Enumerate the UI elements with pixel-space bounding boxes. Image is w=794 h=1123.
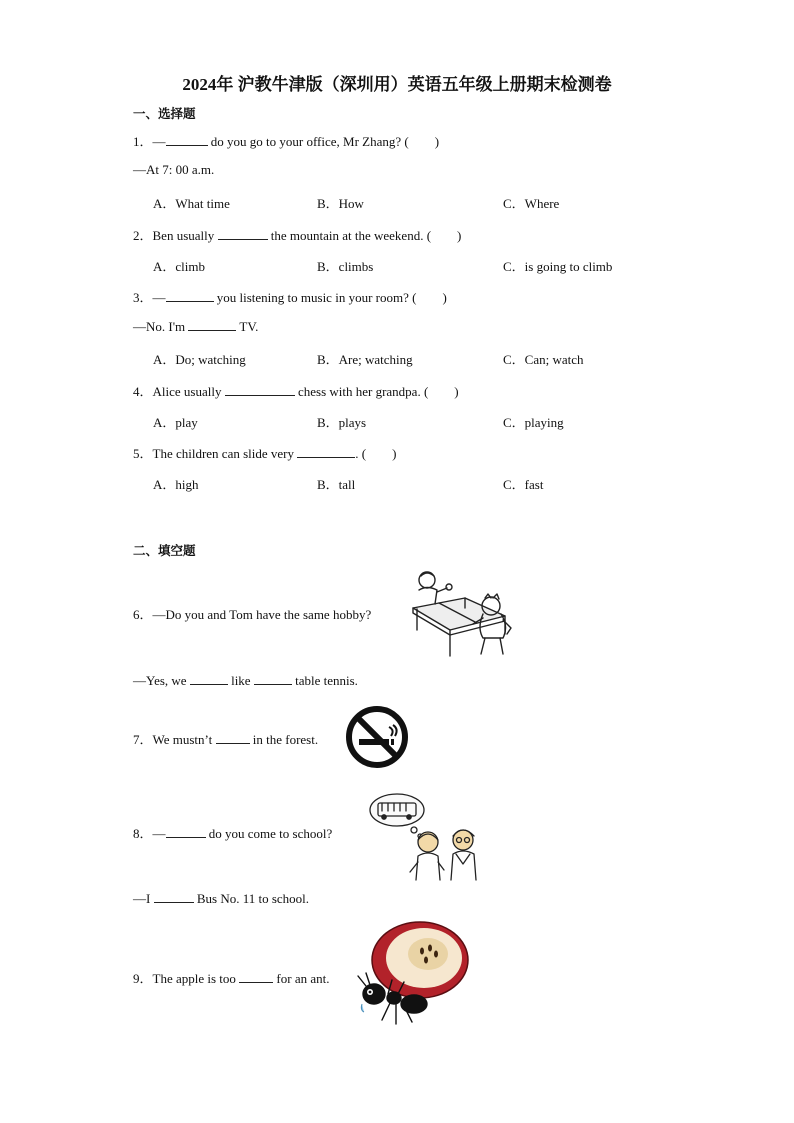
question-6-answer-c: table tennis.	[291, 673, 358, 688]
question-1-answer: —At 7: 00 a.m.	[133, 162, 215, 177]
question-6-answer	[133, 672, 358, 689]
question-9	[133, 968, 329, 987]
option-a[interactable]: A．Do; watching	[153, 352, 246, 367]
question-8-answer-text: Bus No. 11 to school.	[193, 891, 310, 906]
ant-carrying-apple-illustration	[352, 918, 472, 1033]
question-3-answer-prefix: —No. I'm	[133, 319, 189, 334]
question-7-text: in the forest.	[249, 732, 319, 747]
option-c[interactable]: C．Can; watch	[503, 352, 584, 367]
question-3-prefix: 3．—	[133, 290, 166, 305]
question-3-text: you listening to music in your room? ( )	[213, 290, 447, 305]
question-6-answer-a: —Yes, we	[133, 673, 190, 688]
question-2-prefix: 2．Ben usually	[133, 228, 218, 243]
answer-blank[interactable]	[166, 133, 208, 146]
answer-blank[interactable]	[239, 970, 273, 983]
question-6-answer-b: like	[227, 673, 254, 688]
question-7-prefix: 7．We mustn’t	[133, 732, 216, 747]
question-3-answer-text: TV.	[236, 319, 259, 334]
question-2-text: the mountain at the weekend. ( )	[267, 228, 462, 243]
section-heading-fill-blank: 二、填空题	[133, 544, 196, 558]
option-a[interactable]: A．play	[153, 415, 198, 430]
table-tennis-illustration	[405, 568, 515, 663]
option-b[interactable]: B．How	[317, 196, 364, 211]
bus-thought-illustration	[368, 790, 488, 882]
question-1	[133, 131, 439, 150]
answer-blank[interactable]	[297, 445, 355, 458]
question-1-prefix: 1．—	[133, 134, 166, 149]
option-b[interactable]: B．Are; watching	[317, 352, 413, 367]
option-a[interactable]: A．high	[153, 477, 199, 492]
question-9-text: for an ant.	[273, 971, 330, 986]
question-3	[133, 287, 447, 306]
option-b[interactable]: B．plays	[317, 415, 367, 430]
option-b[interactable]: B．climbs	[317, 259, 374, 274]
question-2	[133, 225, 461, 244]
option-b[interactable]: B．tall	[317, 477, 356, 492]
question-8-answer	[133, 890, 309, 907]
answer-blank[interactable]	[254, 672, 292, 685]
question-8-answer-prefix: —I	[133, 891, 154, 906]
question-5-prefix: 5．The children can slide very	[133, 446, 298, 461]
no-smoking-icon	[345, 705, 409, 769]
option-c[interactable]: C．Where	[503, 196, 560, 211]
answer-blank[interactable]	[188, 318, 236, 331]
answer-blank[interactable]	[216, 731, 250, 744]
question-1-text: do you go to your office, Mr Zhang? ( )	[207, 134, 440, 149]
answer-blank[interactable]	[154, 890, 194, 903]
section-heading-choice: 一、选择题	[133, 107, 196, 121]
answer-blank[interactable]	[190, 672, 228, 685]
page-title: 2024年 沪教牛津版（深圳用）英语五年级上册期末检测卷	[182, 75, 612, 94]
option-a[interactable]: A．climb	[153, 259, 205, 274]
question-7	[133, 729, 318, 748]
question-8-prefix: 8．—	[133, 826, 166, 841]
question-8	[133, 823, 332, 842]
answer-blank[interactable]	[166, 825, 206, 838]
question-4-prefix: 4．Alice usually	[133, 384, 225, 399]
question-6: 6．—Do you and Tom have the same hobby?	[133, 607, 372, 622]
answer-blank[interactable]	[166, 289, 214, 302]
question-3-answer	[133, 318, 258, 335]
option-c[interactable]: C．is going to climb	[503, 259, 613, 274]
answer-blank[interactable]	[218, 227, 268, 240]
question-5-text: . ( )	[355, 446, 397, 461]
question-4-text: chess with her grandpa. ( )	[294, 384, 459, 399]
question-9-prefix: 9．The apple is too	[133, 971, 240, 986]
option-c[interactable]: C．playing	[503, 415, 564, 430]
question-4	[133, 381, 459, 400]
option-c[interactable]: C．fast	[503, 477, 544, 492]
answer-blank[interactable]	[225, 383, 295, 396]
question-5	[133, 443, 396, 462]
option-a[interactable]: A．What time	[153, 196, 230, 211]
question-8-text: do you come to school?	[205, 826, 333, 841]
